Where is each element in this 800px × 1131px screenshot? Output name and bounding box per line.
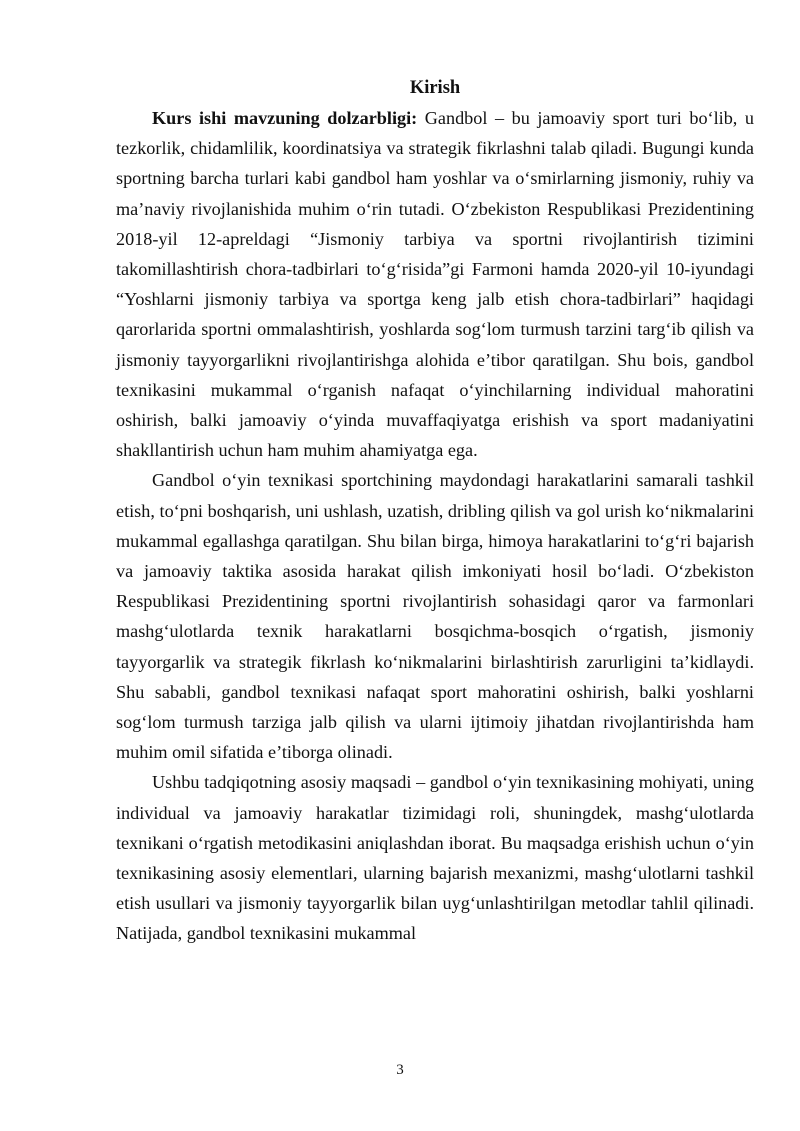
paragraph-goal: Ushbu tadqiqotning asosiy maqsadi – gandbol o‘yin texnikasining mohiyati, uning individual va jamoaviy harakatlar tizimidagi roli, shuningdek, mashg‘ulotlarda texnikani o‘rgatish metodikasini aniqlashdan iborat. Bu maqsadga erishish uchun o‘yin texnikasining asosiy elementlari, ularning bajarish mexanizmi, mashg‘ulotlarni tashkil etish usullari va jismoniy tayyorgarlik bilan uyg‘unlashtirilgan metodlar tahlil qilinadi. Natijada, gandbol texnikasini mukammal (116, 772, 754, 944)
paragraph-technique: Gandbol o‘yin texnikasi sportchining maydondagi harakatlarini samarali tashkil etish, to‘pni boshqarish, uni ushlash, uzatish, dribling qilish va gol urish ko‘nikmalarini mukammal egallashga qaratilgan. Shu bilan birga, himoya harakatlarini to‘g‘ri bajarish va jamoaviy taktika asosida harakat qilish imkoniyati hosil bo‘ladi. O‘zbekiston Respublikasi Prezidentining sportni rivojlantirish sohasidagi qaror va farmonlari mashg‘ulotlarda texnik harakatlarni bosqichma-bosqich o‘rgatish, jismoniy tayyorgarlik va strategik fikrlash ko‘nikmalarini birlashtirish zarurligini ta’kidlaydi. Shu sababli, gandbol texnikasi nafaqat sport mahoratini oshirish, balki yoshlarni sog‘lom turmush tarziga jalb qilish va ularni ijtimoiy jihatdan rivojlantirishda ham muhim omil sifatida e’tiborga olinadi. (116, 470, 754, 763)
page-content (116, 73, 754, 949)
page-number: 3 (396, 1062, 404, 1078)
paragraph-relevance (116, 103, 754, 465)
paragraph-text: Gandbol – bu jamoaviy sport turi bo‘lib, u tezkorlik, chidamlilik, koordinatsiya va strategik fikrlashni talab qiladi. Bugungi kunda sportning barcha turlari kabi gandbol ham yoshlar va o‘smirlarning jismoniy, ruhiy va ma’naviy rivojlanishida muhim o‘rin tutadi. O‘zbekiston Respublikasi Prezidentining 2018-yil 12-apreldagi “Jismoniy tarbiya va sportni rivojlantirish tizimini takomillashtirish chora-tadbirlari to‘g‘risida”gi Farmoni hamda 2020-yil 10-iyundagi “Yoshlarni jismoniy tarbiya va sportga keng jalb etish chora-tadbirlari” haqidagi qarorlarida sportni ommalashtirish, yoshlarda sog‘lom turmush tarzini targ‘ib qilish va jismoniy tayyorgarlikni rivojlantirishga alohida e’tibor qaratilgan. Shu bois, gandbol texnikasini mukammal o‘rganish nafaqat o‘yinchilarning individual mahoratini oshirish, balki jamoaviy o‘yinda muvaffaqiyatga erishish va sport madaniyatini shakllantirish uchun ham muhim ahamiyatga ega. (116, 108, 754, 461)
paragraph-lead: Kurs ishi mavzuning dolzarbligi: (152, 108, 418, 128)
section-title: Kirish (409, 78, 461, 98)
